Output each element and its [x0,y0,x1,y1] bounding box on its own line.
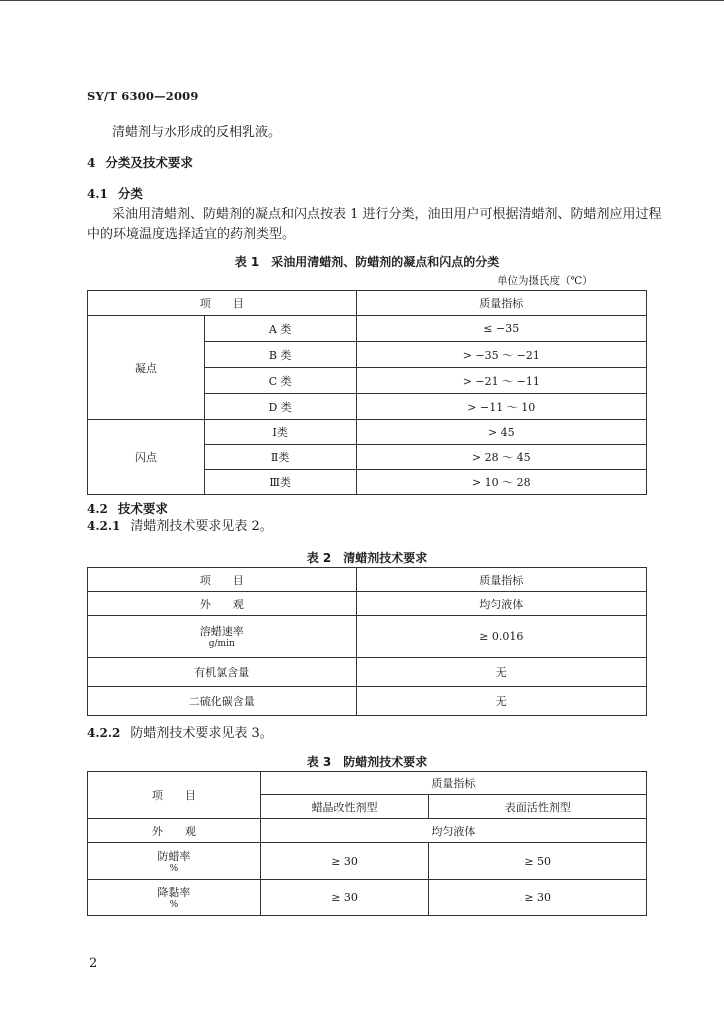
table-2 [87,567,647,716]
table-2-caption: 表 2 清蜡剂技术要求 [306,551,428,565]
class-cell: Ⅰ类 [204,420,356,445]
table-3-caption: 表 3 防蜡剂技术要求 [306,755,428,769]
section-4-2-2 [87,723,273,744]
item-label: 溶蜡速率 [199,625,244,638]
section-text: 清蜡剂技术要求见表 2。 [130,519,273,534]
item-unit: g/min [208,639,235,649]
item-cell: 二硫化碳含量 [88,687,357,716]
section-title: 技术要求 [117,501,168,516]
table-header-item: 项 目 [88,291,357,316]
value-cell: > −11 ～ 10 [356,394,646,420]
value-cell: > 10 ～ 28 [356,470,646,495]
class-cell: Ⅲ类 [204,470,356,495]
table-1-caption: 表 1 采油用清蜡剂、防蜡剂的凝点和闪点的分类 [234,255,500,269]
section-title: 分类及技术要求 [105,155,193,170]
section-number: 4.1 [87,187,108,201]
item-cell [88,616,357,658]
column-header: 蜡晶改性剂型 [260,795,429,819]
section-title: 分类 [117,186,143,201]
class-cell: B 类 [204,342,356,368]
value-cell: ≥ 30 [260,843,429,880]
table-3 [87,771,647,916]
value-cell: ≥ 0.016 [356,616,646,658]
item-cell [88,880,261,916]
value-cell: 均匀液体 [356,592,646,616]
class-cell: D 类 [204,394,356,420]
table-header-index: 质量指标 [260,772,646,795]
table-1 [87,290,647,495]
table-1-unit: 单位为摄氏度（℃） [497,275,593,287]
value-cell: > −21 ～ −11 [356,368,646,394]
value-cell: 无 [356,658,646,687]
item-unit: % [169,900,179,910]
class-cell: C 类 [204,368,356,394]
section-number: 4.2.2 [87,726,121,740]
class-cell: Ⅱ类 [204,445,356,470]
value-cell: ≥ 50 [429,843,647,880]
class-cell: A 类 [204,316,356,342]
value-cell: 无 [356,687,646,716]
section-4-1-heading [87,183,143,202]
section-4-2-heading [87,498,168,517]
value-cell: 均匀液体 [260,819,646,843]
intro-line: 清蜡剂与水形成的反相乳液。 [112,125,282,140]
section-number: 4 [87,156,96,170]
table-header-index: 质量指标 [356,568,646,592]
item-unit: % [169,863,179,874]
item-cell: 外 观 [88,592,357,616]
column-header: 表面活性剂型 [429,795,647,819]
top-rule [0,0,724,1]
section-4-heading [87,152,193,171]
page-number: 2 [89,956,98,971]
value-cell: ≥ 30 [260,880,429,916]
standard-code-header: SY/T 6300—2009 [87,89,199,103]
group-label-pour-point: 凝点 [88,316,205,420]
section-number: 4.2.1 [87,519,121,533]
table-header-index: 质量指标 [356,291,646,316]
item-label: 防蜡率 [157,849,191,863]
paragraph-line-1: 采油用清蜡剂、防蜡剂的凝点和闪点按表 1 进行分类，油田用户可根据清蜡剂、防蜡剂应用过程 [112,207,662,222]
paragraph-line-2: 中的环境温度选择适宜的药剂类型。 [87,227,296,242]
group-label-flash-point: 闪点 [88,420,205,495]
value-cell: > −35 ～ −21 [356,342,646,368]
section-text: 防蜡剂技术要求见表 3。 [130,726,273,741]
item-cell [88,843,261,880]
section-4-2-1 [87,516,273,537]
table-header-item: 项 目 [88,568,357,592]
item-cell: 外 观 [88,819,261,843]
value-cell: ≥ 30 [429,880,647,916]
value-cell: > 45 [356,420,646,445]
value-cell: > 28 ～ 45 [356,445,646,470]
item-label: 降黏率 [157,886,191,899]
item-cell: 有机氯含量 [88,658,357,687]
value-cell: ≤ −35 [356,316,646,342]
table-header-item: 项 目 [88,772,261,819]
section-number: 4.2 [87,502,108,516]
